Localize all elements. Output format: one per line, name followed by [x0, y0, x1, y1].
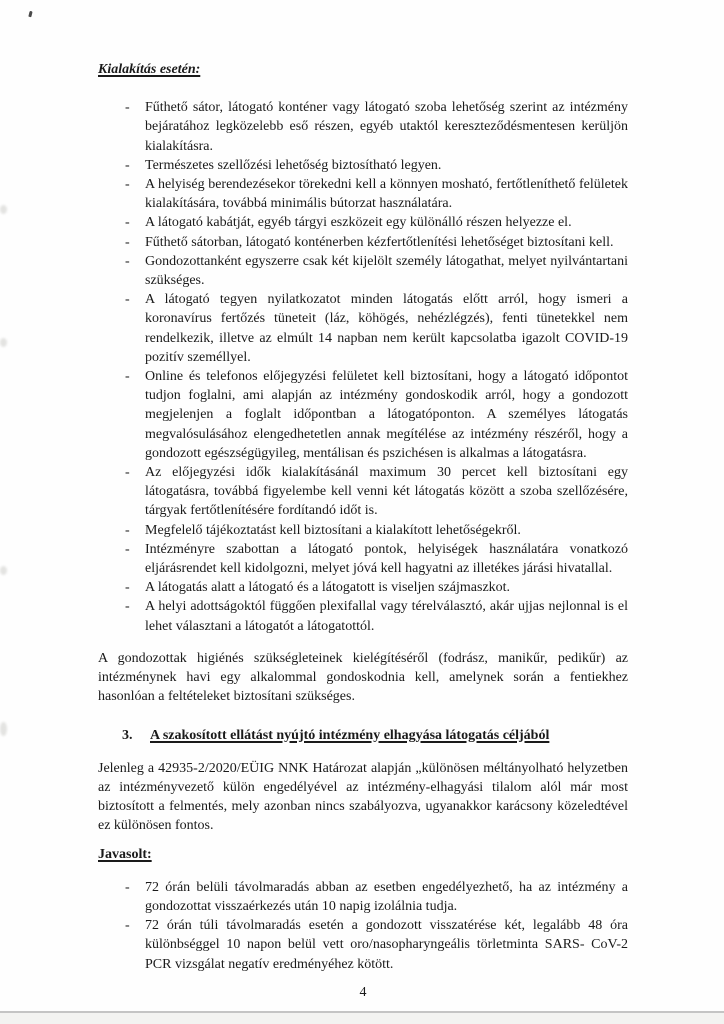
dash-marker: - — [125, 157, 130, 173]
proposal-heading: Javasolt: — [98, 846, 152, 862]
scan-artifact-smudge — [0, 722, 7, 736]
list-item — [98, 578, 628, 597]
dash-marker: - — [125, 100, 130, 116]
dash-marker: - — [125, 253, 130, 269]
list-item-text: 72 órán belüli távolmaradás abban az esetben engedélyezhető, ha az intézmény a gondozottat visszaérkezés után 10 napig izolálnia tudja. — [145, 879, 628, 914]
dash-marker: - — [125, 234, 130, 250]
scan-artifact-smudge — [0, 566, 7, 575]
list-item-text: Gondozottanként egyszerre csak két kijelölt személy látogathat, melyet nyilvántartani szükséges. — [145, 253, 628, 289]
list-item-text: Az előjegyzési idők kialakításánál maximum 30 percet kell biztosítani egy látogatásra, továbbá figyelembe kell venni két látogatás között a szoba szellőzésére, tárgyak fertőtlenítésére fordítandó időt is. — [145, 465, 628, 519]
scan-artifact-smudge — [0, 205, 7, 214]
list-item-text: A látogató tegyen nyilatkozatot minden látogatás előtt arról, hogy ismeri a koronavírus fertőzés tüneteit (láz, köhögés, nehézlégzés), fenti tünetekkel nem rendelkezik, illetve az elmúlt 14 napban nem került kapcsolatba igazolt COVID-19 pozitív személlyel. — [145, 292, 628, 365]
section-3-heading — [98, 726, 628, 745]
current-regulation-paragraph: Jelenleg a 42935-2/2020/EÜIG NNK Határozat alapján „különösen méltányolható helyzetben az intézményvezető külön engedélyével az intézmény-elhagyási tilalom alól már most biztosított a felmentés, mely azonban nincs szabályozva, ugyanakkor karácsony közeledtével ez különösen fontos. — [98, 760, 628, 834]
section-3-title: A szakosított ellátást nyújtó intézmény elhagyása látogatás céljából — [150, 727, 550, 743]
list-item — [98, 233, 628, 252]
list-item-text: A látogató kabátját, egyéb tárgyi eszközeit egy különálló részen helyezze el. — [145, 215, 572, 231]
list-item-text: Intézményre szabottan a látogató pontok, helyiségek használatára vonatkozó eljárásrendet kell kidolgozni, melyet jóvá kell hagyatni az illetékes járási hivatallal. — [145, 541, 628, 577]
dash-marker: - — [125, 292, 130, 308]
list-item — [98, 916, 628, 974]
list-item — [98, 213, 628, 232]
page-number: 4 — [359, 984, 367, 1000]
list-item-text: Online és telefonos előjegyzési felületet kell biztosítani, hogy a látogató időpontot tudjon foglalni, ami alapján az intézmény gondoskodik arról, hogy a gondozott megjelenjen a foglalt időpontban a látogatóponton. A személyes látogatás megvalósulásához elengedhetetlen annak megítélése az intézmény részéről, hogy a gondozott egészségügyileg, mentálisan és pszichésen is alkalmas a látogatásra. — [145, 369, 628, 461]
dash-marker: - — [125, 522, 130, 538]
list-item-text: A helyi adottságoktól függően plexifallal vagy térelválasztó, akár ujjas nejlonnal is el lehet választani a látogatót a látogatottól. — [145, 599, 628, 634]
proposal-list — [98, 878, 628, 974]
list-item — [98, 878, 628, 916]
list-item — [98, 98, 628, 156]
dash-marker: - — [125, 879, 130, 895]
list-item — [98, 597, 628, 635]
list-item — [98, 156, 628, 175]
section-number: 3. — [122, 727, 133, 743]
document-content — [98, 60, 628, 1002]
list-item-text: Fűthető sátorban, látogató konténerben kézfertőtlenítési lehetőséget biztosítani kell. — [145, 234, 614, 250]
list-item-text: 72 órán túli távolmaradás esetén a gondozott visszatérése két, legalább 48 óra különbséggel 10 napon belül vett oro/nasopharyngeális törletminta SARS- CoV-2 PCR vizsgálat negatív eredményéhez kötött. — [145, 918, 628, 972]
list-item-text: Megfelelő tájékoztatást kell biztosítani a kialakított lehetőségekről. — [145, 522, 521, 538]
list-item-text: A helyiség berendezésekor törekedni kell a könnyen mosható, fertőtleníthető felületek kialakítására, továbbá minimális bútorzat használatára. — [145, 177, 628, 212]
dash-marker: - — [125, 215, 130, 231]
dash-marker: - — [125, 599, 130, 615]
dash-marker: - — [125, 465, 130, 481]
list-item — [98, 175, 628, 213]
dash-marker: - — [125, 177, 130, 193]
list-item — [98, 540, 628, 578]
list-item-text: A látogatás alatt a látogató és a látogatott is viseljen szájmaszkot. — [145, 580, 511, 596]
list-item-text: Természetes szellőzési lehetőség biztosítható legyen. — [145, 157, 442, 173]
setup-requirements-list — [98, 98, 628, 636]
dash-marker: - — [125, 541, 130, 557]
list-item — [98, 252, 628, 290]
section-heading-setup: Kialakítás esetén: — [98, 62, 201, 77]
list-item — [98, 463, 628, 521]
list-item — [98, 367, 628, 463]
dash-marker: - — [125, 369, 130, 385]
list-item-text: Fűthető sátor, látogató konténer vagy látogató szoba lehetőség szerint az intézmény bejáratához legközelebb eső részen, egyéb utaktól kereszteződésmentesen kerüljön kialakításra. — [145, 100, 628, 154]
list-item — [98, 521, 628, 540]
dash-marker: - — [125, 580, 130, 596]
list-item — [98, 290, 628, 367]
scan-edge-strip — [0, 1013, 724, 1024]
dash-marker: - — [125, 918, 130, 934]
hygiene-paragraph: A gondozottak higiénés szükségleteinek kielégítéséről (fodrász, manikűr, pedikűr) az intézménynek havi egy alkalommal gondoskodnia kell, amelynek során a fentiekhez hasonlóan a feltételeket biztosítani szükséges. — [98, 650, 628, 705]
scan-artifact-corner-mark — [28, 11, 32, 18]
scan-artifact-smudge — [0, 338, 7, 347]
